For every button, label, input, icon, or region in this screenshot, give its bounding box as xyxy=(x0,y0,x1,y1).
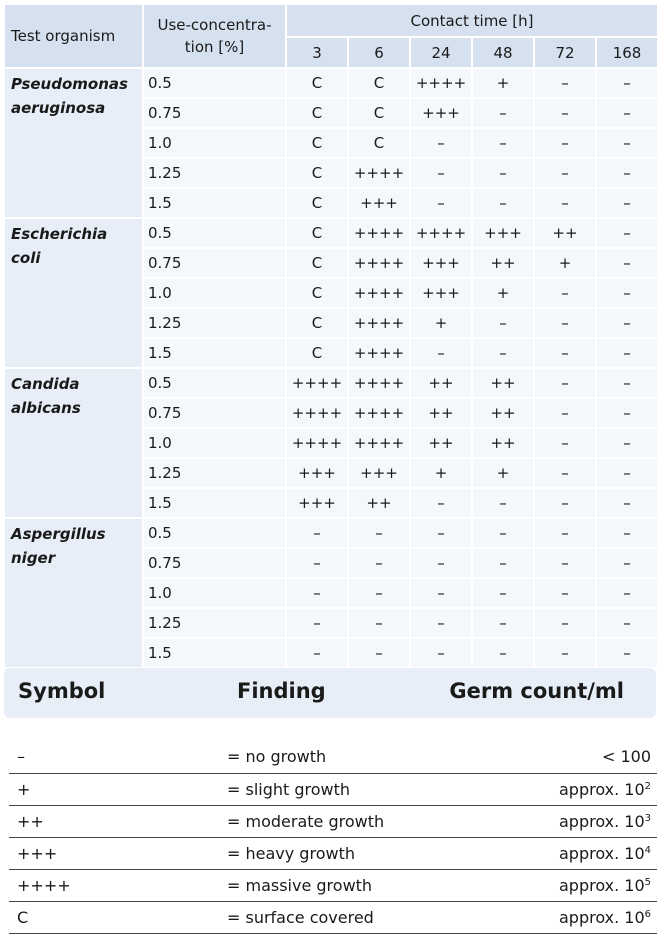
result-cell: ++ xyxy=(473,249,533,277)
legend-row xyxy=(9,837,657,869)
concentration-cell: 0.75 xyxy=(144,549,285,577)
results-table xyxy=(3,3,659,669)
table-row xyxy=(5,519,657,547)
result-cell: – xyxy=(535,69,595,97)
result-cell: + xyxy=(411,309,471,337)
table-body xyxy=(5,69,657,667)
result-cell: ++ xyxy=(411,399,471,427)
result-cell: – xyxy=(597,189,657,217)
result-cell: – xyxy=(473,609,533,637)
legend-header xyxy=(4,668,656,718)
concentration-cell: 0.75 xyxy=(144,399,285,427)
result-cell: – xyxy=(349,579,409,607)
result-cell: – xyxy=(597,639,657,667)
concentration-cell: 1.5 xyxy=(144,189,285,217)
result-cell: – xyxy=(597,219,657,247)
result-cell: +++ xyxy=(473,219,533,247)
result-cell: – xyxy=(597,99,657,127)
legend-germ-count xyxy=(487,805,657,837)
result-cell: – xyxy=(535,309,595,337)
result-cell: – xyxy=(535,639,595,667)
germ-count-exponent: 6 xyxy=(644,908,651,920)
concentration-cell: 1.0 xyxy=(144,279,285,307)
result-cell: – xyxy=(473,549,533,577)
result-cell: C xyxy=(287,99,347,127)
result-cell: – xyxy=(411,489,471,517)
result-cell: – xyxy=(411,519,471,547)
result-cell: C xyxy=(287,159,347,187)
result-cell: + xyxy=(473,459,533,487)
result-cell: ++ xyxy=(349,489,409,517)
concentration-cell: 0.5 xyxy=(144,69,285,97)
concentration-cell: 1.25 xyxy=(144,309,285,337)
result-cell: – xyxy=(597,399,657,427)
organism-name: Escherichia xyxy=(11,225,108,243)
result-cell: – xyxy=(535,459,595,487)
result-cell: – xyxy=(349,609,409,637)
result-cell: – xyxy=(597,249,657,277)
result-cell: ++ xyxy=(473,399,533,427)
result-cell: + xyxy=(535,249,595,277)
result-cell: – xyxy=(411,549,471,577)
result-cell: – xyxy=(411,129,471,157)
result-cell: – xyxy=(535,279,595,307)
germ-count-base: approx. 10 xyxy=(558,875,645,895)
result-cell: C xyxy=(287,189,347,217)
result-cell: C xyxy=(287,219,347,247)
result-cell: – xyxy=(597,309,657,337)
result-cell: ++ xyxy=(535,219,595,247)
result-cell: – xyxy=(597,549,657,577)
germ-count-base: approx. 10 xyxy=(558,843,645,863)
germ-count-base: approx. 10 xyxy=(558,811,645,831)
header-concentration-line2: tion [%] xyxy=(184,38,245,56)
result-cell: ++ xyxy=(411,429,471,457)
header-test-organism: Test organism xyxy=(5,5,142,67)
result-cell: – xyxy=(597,129,657,157)
result-cell: C xyxy=(287,129,347,157)
result-cell: – xyxy=(535,189,595,217)
result-cell: C xyxy=(349,129,409,157)
concentration-cell: 0.5 xyxy=(144,219,285,247)
table-row xyxy=(5,369,657,397)
concentration-cell: 1.5 xyxy=(144,489,285,517)
legend-finding: = moderate growth xyxy=(227,805,487,837)
germ-count-exponent: 5 xyxy=(644,876,651,888)
legend-header-germ-count: Germ count/ml xyxy=(449,679,624,703)
result-cell: C xyxy=(349,99,409,127)
result-cell: – xyxy=(349,519,409,547)
result-cell: – xyxy=(473,579,533,607)
result-cell: – xyxy=(411,609,471,637)
organism-cell xyxy=(5,219,142,367)
result-cell: – xyxy=(597,489,657,517)
header-concentration-line1: Use-concentra- xyxy=(157,16,272,34)
header-time-24: 24 xyxy=(411,38,471,67)
result-cell: – xyxy=(597,339,657,367)
legend-germ-count xyxy=(487,869,657,901)
result-cell: C xyxy=(287,339,347,367)
concentration-cell: 1.5 xyxy=(144,339,285,367)
result-cell: – xyxy=(597,69,657,97)
result-cell: ++++ xyxy=(349,309,409,337)
result-cell: +++ xyxy=(349,189,409,217)
table-row xyxy=(5,219,657,247)
result-cell: – xyxy=(535,549,595,577)
result-cell: – xyxy=(473,519,533,547)
result-cell: – xyxy=(287,609,347,637)
result-cell: – xyxy=(535,399,595,427)
legend-symbol: ++++ xyxy=(9,869,227,901)
result-cell: – xyxy=(411,189,471,217)
legend-symbol: – xyxy=(9,741,227,773)
concentration-cell: 1.25 xyxy=(144,159,285,187)
germ-count-base: approx. 10 xyxy=(558,907,645,927)
concentration-cell: 1.25 xyxy=(144,459,285,487)
organism-cell xyxy=(5,369,142,517)
header-time-3: 3 xyxy=(287,38,347,67)
result-cell: – xyxy=(287,519,347,547)
concentration-cell: 1.0 xyxy=(144,579,285,607)
concentration-cell: 1.5 xyxy=(144,639,285,667)
legend-row xyxy=(9,869,657,901)
organism-name: coli xyxy=(11,249,41,267)
result-cell: ++++ xyxy=(349,279,409,307)
result-cell: +++ xyxy=(411,279,471,307)
organism-name: Candida xyxy=(11,375,80,393)
header-time-48: 48 xyxy=(473,38,533,67)
result-cell: + xyxy=(473,69,533,97)
result-cell: – xyxy=(473,99,533,127)
result-cell: ++++ xyxy=(287,399,347,427)
germ-count-exponent: 4 xyxy=(644,844,651,856)
result-cell: C xyxy=(287,279,347,307)
result-cell: – xyxy=(597,579,657,607)
result-cell: ++ xyxy=(411,369,471,397)
legend-germ-count xyxy=(487,837,657,869)
result-cell: – xyxy=(349,549,409,577)
header-time-72: 72 xyxy=(535,38,595,67)
result-cell: – xyxy=(535,99,595,127)
concentration-cell: 1.25 xyxy=(144,609,285,637)
legend-body xyxy=(9,741,657,933)
result-cell: ++++ xyxy=(349,219,409,247)
legend-header-finding: Finding xyxy=(237,679,326,703)
result-cell: – xyxy=(411,339,471,367)
legend-finding: = surface covered xyxy=(227,901,487,933)
result-cell: ++++ xyxy=(349,399,409,427)
organism-name: niger xyxy=(11,549,56,567)
result-cell: ++++ xyxy=(411,69,471,97)
result-cell: ++++ xyxy=(411,219,471,247)
header-use-concentration xyxy=(144,5,285,67)
concentration-cell: 1.0 xyxy=(144,429,285,457)
result-cell: – xyxy=(597,159,657,187)
organism-name: Aspergillus xyxy=(11,525,106,543)
result-cell: – xyxy=(597,429,657,457)
result-cell: – xyxy=(535,159,595,187)
legend-header-symbol: Symbol xyxy=(18,679,106,703)
germ-count-exponent: 3 xyxy=(644,812,651,824)
organism-name: aeruginosa xyxy=(11,99,106,117)
result-cell: – xyxy=(535,129,595,157)
result-cell: – xyxy=(287,549,347,577)
result-cell: – xyxy=(597,369,657,397)
legend-table xyxy=(9,741,657,934)
result-cell: ++++ xyxy=(349,429,409,457)
result-cell: – xyxy=(535,429,595,457)
result-cell: – xyxy=(473,339,533,367)
result-cell: – xyxy=(597,279,657,307)
legend-germ-count xyxy=(487,741,657,773)
legend-finding: = no growth xyxy=(227,741,487,773)
header-time-168: 168 xyxy=(597,38,657,67)
legend-symbol: C xyxy=(9,901,227,933)
legend-row xyxy=(9,805,657,837)
result-cell: C xyxy=(287,309,347,337)
concentration-cell: 1.0 xyxy=(144,129,285,157)
result-cell: ++++ xyxy=(287,429,347,457)
result-cell: ++ xyxy=(473,429,533,457)
concentration-cell: 0.75 xyxy=(144,99,285,127)
result-cell: ++++ xyxy=(349,339,409,367)
legend-symbol: + xyxy=(9,773,227,805)
result-cell: +++ xyxy=(411,249,471,277)
result-cell: +++ xyxy=(287,459,347,487)
result-cell: + xyxy=(473,279,533,307)
result-cell: +++ xyxy=(411,99,471,127)
organism-name: Pseudomonas xyxy=(11,75,128,93)
legend-finding: = slight growth xyxy=(227,773,487,805)
result-cell: – xyxy=(535,609,595,637)
result-cell: C xyxy=(349,69,409,97)
result-cell: – xyxy=(473,159,533,187)
legend-finding: = heavy growth xyxy=(227,837,487,869)
result-cell: ++++ xyxy=(349,249,409,277)
result-cell: C xyxy=(287,69,347,97)
result-cell: – xyxy=(597,459,657,487)
result-cell: – xyxy=(597,609,657,637)
concentration-cell: 0.5 xyxy=(144,519,285,547)
organism-name: albicans xyxy=(11,399,81,417)
table-row xyxy=(5,69,657,97)
result-cell: – xyxy=(535,489,595,517)
result-cell: – xyxy=(473,309,533,337)
organism-cell xyxy=(5,69,142,217)
result-cell: – xyxy=(473,189,533,217)
legend-row xyxy=(9,773,657,805)
result-cell: ++++ xyxy=(349,369,409,397)
legend-row xyxy=(9,741,657,773)
result-cell: – xyxy=(349,639,409,667)
legend-row xyxy=(9,901,657,933)
result-cell: – xyxy=(287,639,347,667)
result-cell: + xyxy=(411,459,471,487)
result-cell: ++ xyxy=(473,369,533,397)
result-cell: ++++ xyxy=(349,159,409,187)
result-cell: – xyxy=(411,159,471,187)
result-cell: +++ xyxy=(349,459,409,487)
organism-cell xyxy=(5,519,142,667)
germ-count-exponent: 2 xyxy=(644,780,651,792)
result-cell: C xyxy=(287,249,347,277)
result-cell: – xyxy=(473,639,533,667)
result-cell: – xyxy=(535,339,595,367)
legend-symbol: ++ xyxy=(9,805,227,837)
result-cell: – xyxy=(287,579,347,607)
result-cell: – xyxy=(535,369,595,397)
header-contact-time: Contact time [h] xyxy=(287,5,657,36)
concentration-cell: 0.5 xyxy=(144,369,285,397)
result-cell: ++++ xyxy=(287,369,347,397)
result-cell: – xyxy=(411,639,471,667)
legend-germ-count xyxy=(487,773,657,805)
result-cell: +++ xyxy=(287,489,347,517)
legend-germ-count xyxy=(487,901,657,933)
result-cell: – xyxy=(473,489,533,517)
legend-symbol: +++ xyxy=(9,837,227,869)
result-cell: – xyxy=(535,519,595,547)
result-cell: – xyxy=(597,519,657,547)
result-cell: – xyxy=(473,129,533,157)
concentration-cell: 0.75 xyxy=(144,249,285,277)
result-cell: – xyxy=(535,579,595,607)
germ-count-base: < 100 xyxy=(601,747,651,767)
result-cell: – xyxy=(411,579,471,607)
header-time-6: 6 xyxy=(349,38,409,67)
legend-finding: = massive growth xyxy=(227,869,487,901)
germ-count-base: approx. 10 xyxy=(558,779,645,799)
